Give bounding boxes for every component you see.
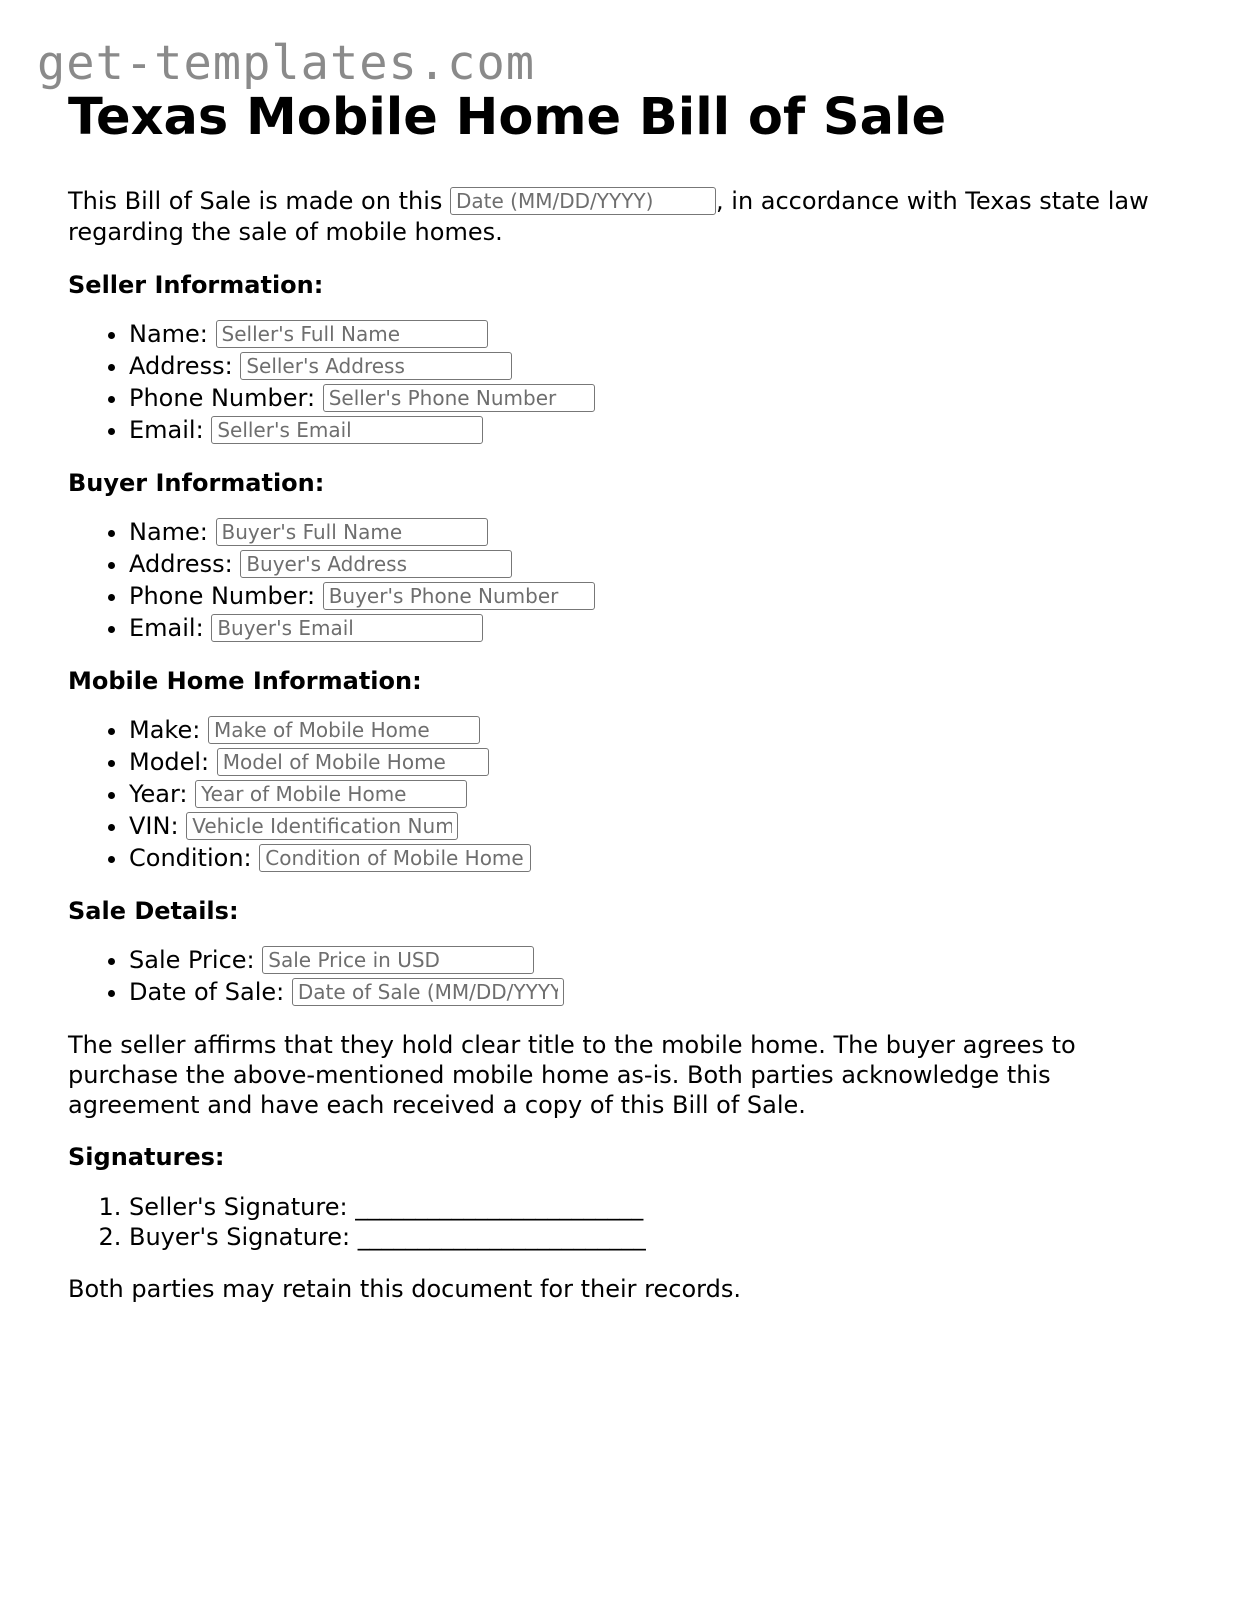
buyer-address-input[interactable] (240, 550, 512, 578)
intro-text-before: This Bill of Sale is made on this (68, 187, 443, 215)
year-input[interactable] (195, 780, 467, 808)
intro-text-after: , in accordance with Texas state law regarding the sale of mobile homes. (68, 187, 1149, 246)
seller-signature-line: 1. Seller's Signature: ________________________ (129, 1192, 1188, 1222)
signatures-list (68, 1192, 1188, 1252)
home-list (68, 714, 1188, 874)
date-input[interactable] (450, 187, 716, 215)
sale-date-input[interactable] (292, 978, 564, 1006)
field-label: Name: (129, 320, 208, 348)
list-item (129, 548, 1188, 580)
vin-input[interactable] (186, 812, 458, 840)
model-input[interactable] (217, 748, 489, 776)
list-item (129, 778, 1188, 810)
seller-email-input[interactable] (211, 416, 483, 444)
page-title: Texas Mobile Home Bill of Sale (68, 88, 947, 147)
condition-input[interactable] (259, 844, 531, 872)
buyer-signature-line: 2. Buyer's Signature: ________________________ (129, 1222, 1188, 1252)
field-label: Condition: (129, 844, 252, 872)
sale-list (68, 944, 1188, 1008)
field-label: Email: (129, 416, 204, 444)
buyer-phone-input[interactable] (323, 582, 595, 610)
list-item (129, 976, 1188, 1008)
seller-name-input[interactable] (216, 320, 488, 348)
field-label: Phone Number: (129, 384, 316, 412)
seller-list (68, 318, 1188, 446)
buyer-list (68, 516, 1188, 644)
field-label: Email: (129, 614, 204, 642)
list-item (129, 714, 1188, 746)
list-item (129, 842, 1188, 874)
document-body (68, 88, 1188, 1304)
affirmation-paragraph: The seller affirms that they hold clear title to the mobile home. The buyer agrees to purchase the above-mentioned mobile home as-is. Both parties acknowledge this agreement and have each received a copy of this Bill of Sale. (68, 1031, 1076, 1119)
seller-address-input[interactable] (240, 352, 512, 380)
seller-heading: Seller Information: (68, 271, 324, 299)
sale-heading: Sale Details: (68, 897, 239, 925)
field-label: Make: (129, 716, 201, 744)
field-label: VIN: (129, 812, 179, 840)
footer-note: Both parties may retain this document for their records. (68, 1275, 741, 1303)
seller-phone-input[interactable] (323, 384, 595, 412)
list-item (129, 350, 1188, 382)
list-item (129, 516, 1188, 548)
buyer-heading: Buyer Information: (68, 469, 325, 497)
intro-paragraph (68, 186, 1188, 248)
list-item (129, 612, 1188, 644)
list-item (129, 580, 1188, 612)
field-label: Address: (129, 352, 233, 380)
field-label: Model: (129, 748, 210, 776)
field-label: Name: (129, 518, 208, 546)
list-item (129, 414, 1188, 446)
list-item (129, 382, 1188, 414)
field-label: Year: (129, 780, 188, 808)
list-item (129, 810, 1188, 842)
field-label: Sale Price: (129, 946, 255, 974)
home-heading: Mobile Home Information: (68, 667, 422, 695)
list-item (129, 318, 1188, 350)
field-label: Date of Sale: (129, 978, 285, 1006)
field-label: Address: (129, 550, 233, 578)
field-label: Phone Number: (129, 582, 316, 610)
buyer-email-input[interactable] (211, 614, 483, 642)
watermark: get-templates.com (37, 36, 536, 91)
sale-price-input[interactable] (262, 946, 534, 974)
signatures-heading: Signatures: (68, 1143, 225, 1171)
list-item (129, 746, 1188, 778)
list-item (129, 944, 1188, 976)
make-input[interactable] (208, 716, 480, 744)
buyer-name-input[interactable] (216, 518, 488, 546)
